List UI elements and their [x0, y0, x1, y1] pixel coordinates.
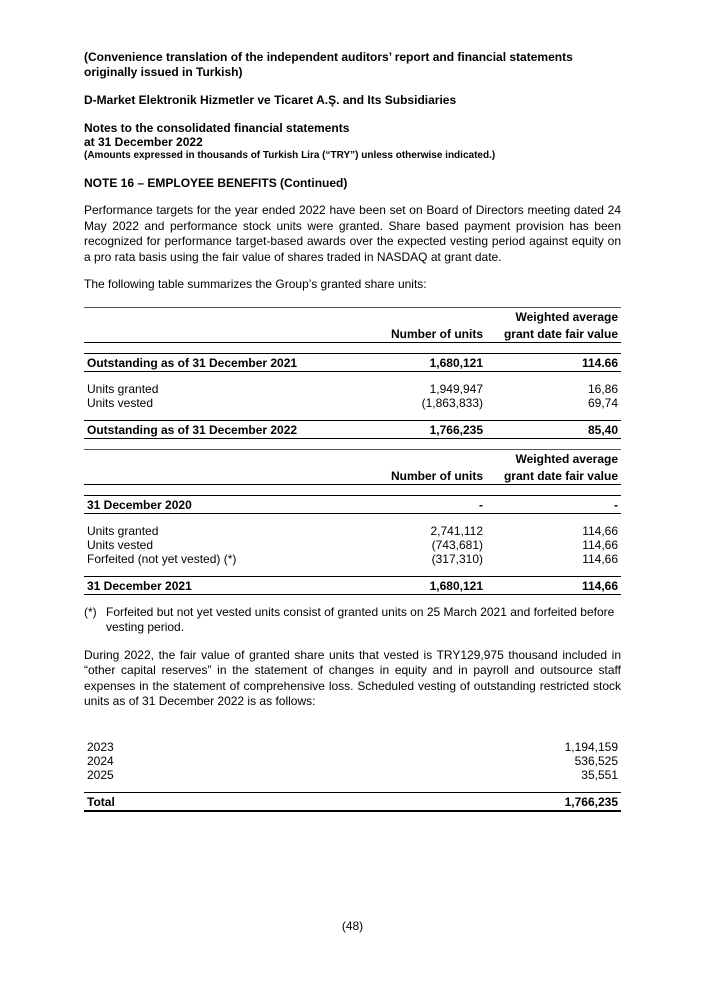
row-label: Units granted — [87, 381, 159, 396]
table-row-closing — [84, 576, 621, 594]
footnote-text: Forfeited but not yet vested units consist of granted units on 25 March 2021 and forfeited before vesting period. — [106, 604, 615, 634]
share-units-table-2022 — [84, 307, 621, 439]
vesting-year: 2023 — [87, 739, 114, 754]
table-row — [84, 768, 621, 782]
share-units-table-2021 — [84, 449, 621, 595]
vesting-schedule-table — [84, 740, 621, 812]
row-value: 69,74 — [587, 395, 618, 410]
table-row-total — [84, 792, 621, 811]
row-label: 31 December 2020 — [84, 495, 380, 513]
table-row-opening — [84, 495, 621, 513]
row-label: Units granted — [87, 523, 159, 538]
notes-title: Notes to the consolidated financial statements — [84, 121, 350, 135]
row-value: 114,66 — [486, 576, 621, 594]
table-row — [84, 740, 621, 754]
row-label: Forfeited (not yet vested) (*) — [87, 551, 237, 566]
total-label: Total — [84, 792, 490, 811]
company-name: D-Market Elektronik Hizmetler ve Ticaret A.Ş. and Its Subsidiaries — [84, 93, 457, 107]
total-value: 1,766,235 — [490, 792, 621, 811]
table-row — [84, 552, 621, 566]
table-row — [84, 754, 621, 768]
row-label: Outstanding as of 31 December 2021 — [84, 353, 380, 371]
row-label: 31 December 2021 — [84, 576, 380, 594]
table-header-row — [84, 449, 621, 467]
paragraph-table-intro: The following table summarizes the Group’s granted share units: — [84, 277, 427, 291]
convenience-note: (Convenience translation of the independent auditors’ report and financial statements originally issued in Turkish) — [84, 50, 573, 79]
row-units: (1,863,833) — [421, 395, 483, 410]
row-value: 114,66 — [582, 537, 618, 552]
table-header-row — [84, 307, 621, 325]
row-value: 16,86 — [587, 381, 618, 396]
amounts-note: (Amounts expressed in thousands of Turkish Lira (“TRY”) unless otherwise indicated.) — [84, 150, 496, 161]
table-row — [84, 382, 621, 396]
table-row-opening — [84, 353, 621, 371]
table-header-row — [84, 467, 621, 485]
table-row — [84, 396, 621, 410]
row-value: - — [486, 495, 621, 513]
row-units: 1,680,121 — [380, 576, 486, 594]
row-units: (743,681) — [431, 537, 483, 552]
table-row-closing — [84, 420, 621, 438]
row-units: 1,766,235 — [380, 420, 486, 438]
row-value: 85,40 — [486, 420, 621, 438]
page-number: (48) — [341, 919, 364, 933]
paragraph-performance-targets: Performance targets for the year ended 2022 have been set on Board of Directors meeting dated 24 May 2022 and performance stock units were granted. Share based payment provision has been recognized for performance target-based awards over the expected vesting period against equity on a pro rata basis using the fair value of shares traded in NASDAQ at grant date. — [84, 203, 621, 264]
row-label: Units vested — [87, 537, 154, 552]
table-header-row — [84, 325, 621, 343]
column-header-weighted-average: Weighted average — [515, 309, 618, 324]
vesting-value: 35,551 — [581, 767, 618, 782]
row-units: - — [380, 495, 486, 513]
column-header-fair-value: grant date fair value — [486, 325, 621, 343]
row-units: 2,741,112 — [430, 523, 483, 538]
vesting-value: 1,194,159 — [564, 739, 618, 754]
column-header-units: Number of units — [380, 467, 486, 485]
note-title: NOTE 16 – EMPLOYEE BENEFITS (Continued) — [84, 176, 348, 190]
row-units: 1,949,947 — [429, 381, 483, 396]
page-content — [84, 50, 621, 812]
footnote-mark: (*) — [84, 604, 97, 619]
statement-date: at 31 December 2022 — [84, 135, 203, 149]
column-header-units: Number of units — [380, 325, 486, 343]
table-row — [84, 538, 621, 552]
row-units: 1,680,121 — [380, 353, 486, 371]
column-header-fair-value: grant date fair value — [486, 467, 621, 485]
vesting-year: 2024 — [87, 753, 114, 768]
row-value: 114,66 — [582, 551, 618, 566]
row-value: 114.66 — [486, 353, 621, 371]
vesting-year: 2025 — [87, 767, 114, 782]
statement-header — [84, 121, 621, 163]
row-label: Outstanding as of 31 December 2022 — [84, 420, 380, 438]
row-value: 114,66 — [582, 523, 618, 538]
row-label: Units vested — [87, 395, 154, 410]
table-row — [84, 524, 621, 538]
paragraph-vesting: During 2022, the fair value of granted share units that vested is TRY129,975 thousand included in “other capital reserves” in the statement of changes in equity and in payroll and outsource staff expenses in the statement of comprehensive loss. Scheduled vesting of outstanding restricted stock units as of 31 December 2022 is as follows: — [84, 647, 621, 708]
vesting-value: 536,525 — [574, 753, 618, 768]
footnote — [84, 605, 621, 636]
row-units: (317,310) — [431, 551, 483, 566]
column-header-weighted-average: Weighted average — [515, 451, 618, 466]
